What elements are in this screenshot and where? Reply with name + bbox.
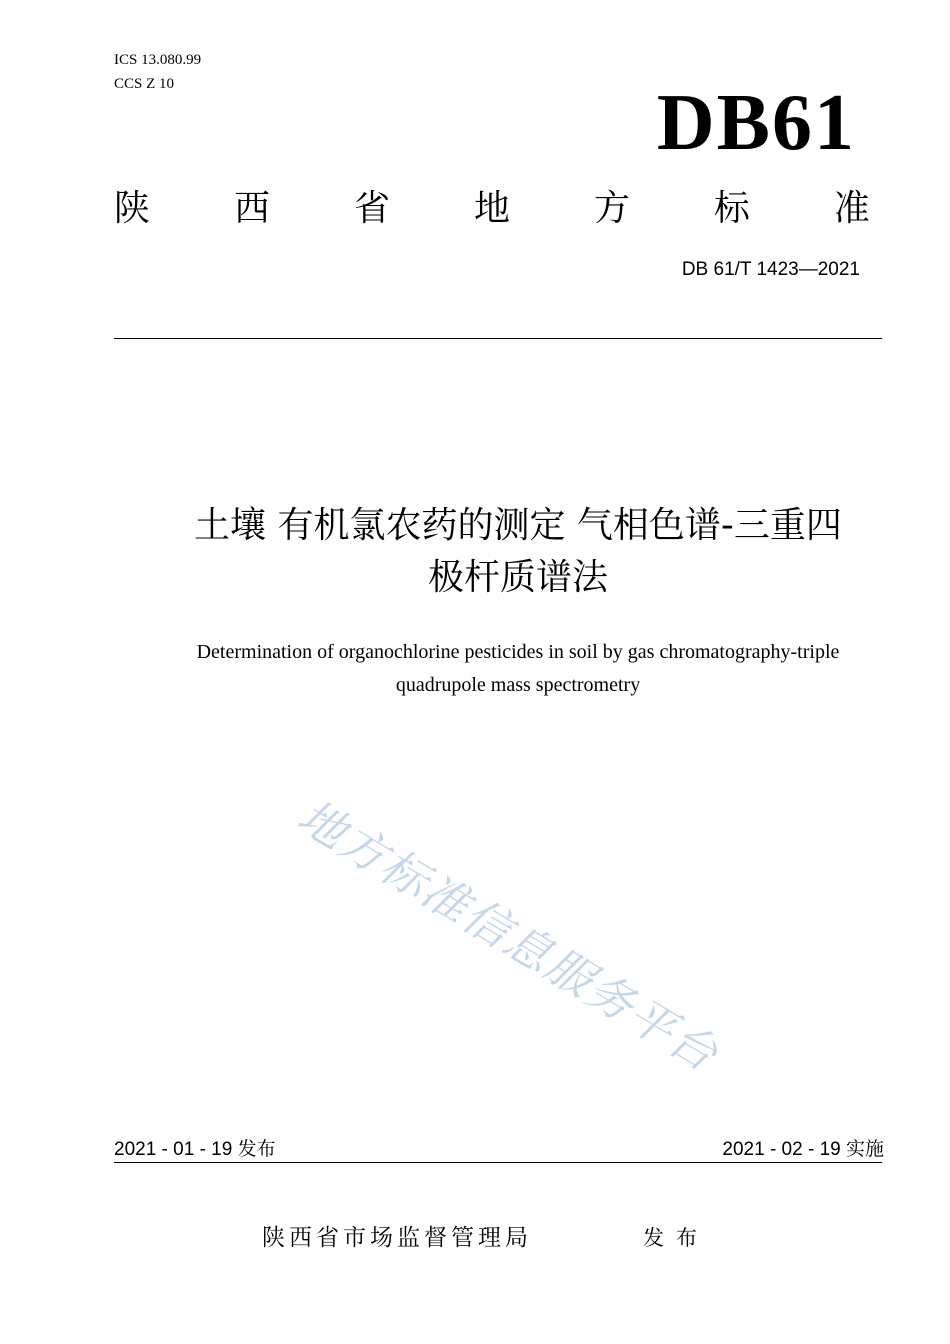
standard-kind-char: 地 (473, 188, 510, 229)
chinese-title-line: 土壤 有机氯农药的测定 气相色谱-三重四 (194, 505, 842, 546)
standard-kind-char: 方 (593, 188, 630, 229)
english-title (130, 636, 906, 702)
classification-codes (114, 48, 201, 96)
ccs-code: CCS Z 10 (114, 76, 175, 92)
chinese-title-line: 极杆质谱法 (427, 557, 608, 598)
standard-kind-char: 省 (353, 188, 390, 229)
publish-label: 发布 (643, 1226, 709, 1250)
issuing-authority: 陕西省市场监督管理局 (262, 1225, 532, 1251)
standard-number: DB 61/T 1423—2021 (681, 259, 860, 280)
standard-kind-char: 准 (833, 188, 870, 229)
standard-kind (114, 186, 870, 232)
top-divider (114, 338, 882, 339)
bottom-divider (114, 1162, 882, 1163)
standard-mark: DB61 (656, 79, 856, 167)
issue-date: 2021 - 01 - 19 发布 (114, 1139, 276, 1160)
english-title-line: quadrupole mass spectrometry (395, 674, 641, 696)
english-title-line: Determination of organochlorine pesticides in soil by gas chromatography-triple (196, 641, 840, 663)
standard-kind-char: 标 (713, 188, 750, 229)
standard-kind-char: 陕 (114, 188, 151, 229)
implementation-date: 2021 - 02 - 19 实施 (722, 1139, 884, 1160)
chinese-title (110, 500, 926, 604)
ics-code: ICS 13.080.99 (114, 52, 202, 68)
watermark: 地方标准信息服务平台 (288, 788, 729, 1083)
standard-kind-char: 西 (233, 188, 270, 229)
